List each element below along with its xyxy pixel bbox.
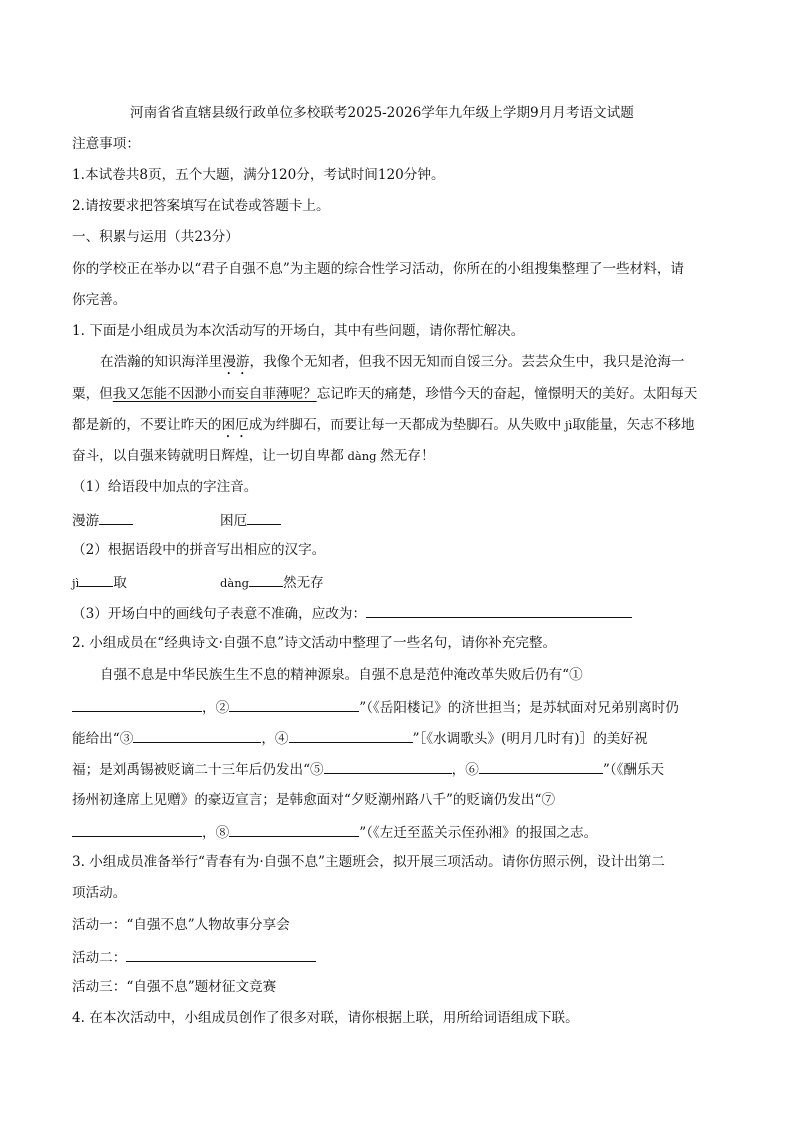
intro-line-2: 你完善。	[72, 292, 127, 308]
answer-blank-4[interactable]	[289, 728, 413, 743]
answer-row-1-2b: dàng 然无存	[220, 572, 324, 592]
activity-1: 活动一：“自强不息”人物故事分享会	[72, 917, 290, 933]
answer-blank-ji[interactable]	[79, 572, 113, 587]
passage-line-4: 奋斗，以自强来铸就明日辉煌，让一切自卑都 dàng 然无存！	[72, 448, 435, 464]
activity-3: 活动三：“自强不息”题材征文竞赛	[72, 979, 277, 995]
question-4: 4. 在本次活动中，小组成员创作了很多对联，请你根据上联，用所给词语组成下联。	[72, 1010, 579, 1026]
answer-blank-7[interactable]	[72, 822, 202, 837]
poem-line-6: ，⑧ ”（《左迁至蓝关示侄孙湘》的报国之志。	[72, 822, 597, 842]
dotted-word-1: 漫游	[222, 354, 250, 370]
answer-blank-2[interactable]	[229, 697, 359, 712]
notice-heading: 注意事项：	[72, 136, 140, 152]
question-1: 1. 下面是小组成员为本次活动写的开场白，其中有些问题，请你帮忙解决。	[72, 323, 525, 339]
poem-line-1: 自强不息是中华民族生生不息的精神源泉。自强不息是范仲淹改革失败后仍有“①	[100, 667, 583, 683]
answer-blank-1[interactable]	[72, 697, 202, 712]
passage-line-3: 都是新的，不要让昨天的困厄成为绊脚石，而要让每一天都成为垫脚石。从失败中 jì取能量，矢志不移地	[72, 417, 695, 433]
answer-row-1-2: jì 取	[72, 572, 127, 592]
section-heading-1: 一、积累与运用（共23分）	[72, 229, 239, 245]
pinyin-1: jì	[561, 418, 573, 432]
question-2: 2. 小组成员在“经典诗文·自强不息”诗文活动中整理了一些名句，请你补充完整。	[72, 635, 557, 651]
answer-blank-dang[interactable]	[249, 572, 283, 587]
answer-blank-8[interactable]	[229, 822, 359, 837]
notice-item-1: 1.本试卷共8页，五个大题，满分120分，考试时间120分钟。	[72, 167, 445, 183]
answer-blank-kune[interactable]	[247, 510, 281, 525]
question-3: 3. 小组成员准备举行“青春有为·自强不息”主题班会，拟开展三项活动。请你仿照示例，设计出第二	[72, 854, 665, 870]
question-3-cont: 项活动。	[72, 885, 127, 901]
answer-row-1-1b: 困厄	[220, 510, 281, 530]
dotted-word-2: 困厄	[221, 417, 249, 433]
answer-blank-manyou[interactable]	[99, 510, 133, 525]
question-1-2: （2）根据语段中的拼音写出相应的汉字。	[72, 542, 326, 558]
answer-blank-activity-2[interactable]	[126, 947, 316, 962]
exam-title: 河南省省直辖县级行政单位多校联考2025-2026学年九年级上学期9月月考语文试题	[130, 105, 634, 121]
activity-2: 活动二：	[72, 947, 316, 967]
poem-line-2: ，② ”（《岳阳楼记》的济世担当；是苏轼面对兄弟别离时仍	[72, 697, 679, 717]
answer-blank-3[interactable]	[133, 728, 261, 743]
poem-line-4: 福；是刘禹锡被贬谪二十三年后仍发出“⑤ ，⑥ ”（《酬乐天	[72, 759, 664, 779]
passage-line-2: 粟，但我又怎能不因渺小而妄自菲薄呢？忘记昨天的痛楚，珍惜今天的奋起，憧憬明天的美好。太阳每天	[72, 386, 698, 402]
answer-blank-5[interactable]	[324, 759, 452, 774]
poem-line-5: 扬州初逢席上见赠》的豪迈宣言；是韩愈面对“夕贬潮州路八千”的贬谪仍发出“⑦	[72, 792, 556, 808]
poem-line-3: 能给出“③ ，④ ”［《水调歌头》(明月几时有)］的美好祝	[72, 728, 648, 748]
question-1-1: （1）给语段中加点的字注音。	[72, 479, 258, 495]
notice-item-2: 2.请按要求把答案填写在试卷或答题卡上。	[72, 198, 330, 214]
answer-blank-revise[interactable]	[366, 603, 632, 618]
pinyin-2: dàng	[343, 449, 381, 463]
answer-blank-6[interactable]	[479, 759, 603, 774]
answer-row-1-1: 漫游	[72, 510, 133, 530]
passage-line-1: 在浩瀚的知识海洋里漫游，我像个无知者，但我不因无知而自馁三分。芸芸众生中，我只是沧海一	[100, 354, 685, 370]
underlined-sentence: 我又怎能不因渺小而妄自菲薄呢？	[112, 386, 317, 402]
intro-line-1: 你的学校正在举办以“君子自强不息”为主题的综合性学习活动，你所在的小组搜集整理了一些材料，请	[72, 261, 685, 277]
question-1-3: （3）开场白中的画线句子表意不准确，应改为：	[72, 603, 632, 623]
